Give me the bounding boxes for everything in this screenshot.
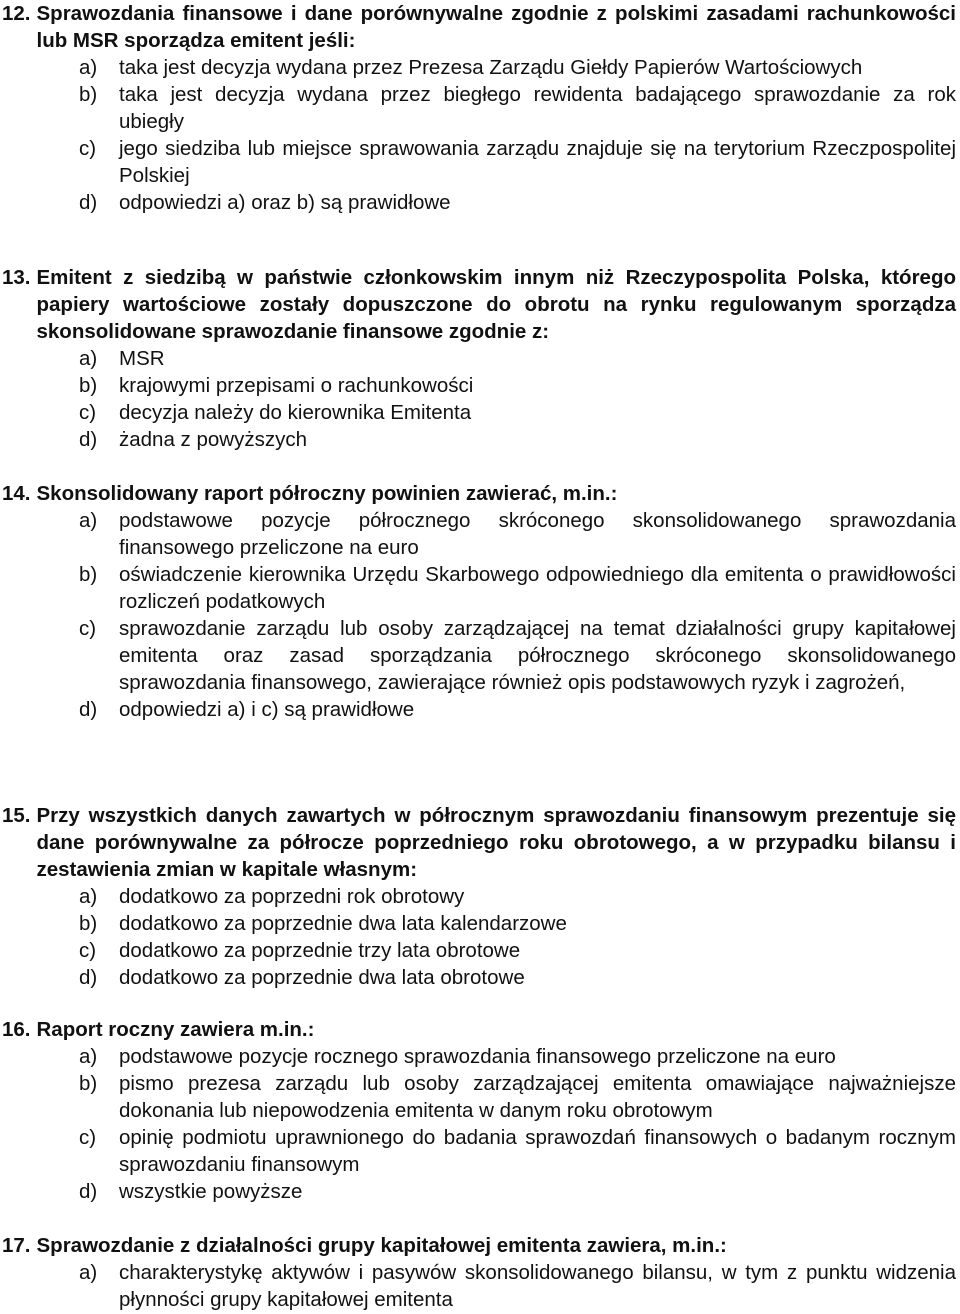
question-number: 16.: [2, 1018, 31, 1041]
question-13: [2, 264, 956, 453]
answer-text: dodatkowo za poprzednie trzy lata obrotowe: [119, 939, 521, 962]
answer-c: [2, 399, 956, 426]
question-number: 14.: [2, 482, 31, 505]
question-number: 12.: [2, 2, 31, 25]
answer-letter: a): [79, 56, 98, 79]
answer-c: [2, 937, 956, 964]
answer-letter: c): [79, 617, 97, 640]
answer-text: opinię podmiotu uprawnionego do badania sprawozdań finansowych o badanym rocznym sprawozdaniu finansowym: [119, 1126, 956, 1176]
answer-text: odpowiedzi a) i c) są prawidłowe: [119, 698, 415, 721]
question-text: Sprawozdania finansowe i dane porównywalne zgodnie z polskimi zasadami rachunkowości lub MSR sporządza emitent jeśli:: [36, 2, 956, 52]
question-number: 17.: [2, 1234, 31, 1257]
answer-d: [2, 696, 956, 723]
question-header: [2, 802, 956, 883]
answer-text: podstawowe pozycje półrocznego skróconego skonsolidowanego sprawozdania finansowego przeliczone na euro: [119, 509, 956, 559]
answer-c: [2, 615, 956, 696]
answer-text: MSR: [119, 347, 165, 370]
answer-letter: a): [79, 509, 98, 532]
answer-a: [2, 345, 956, 372]
answer-letter: a): [79, 885, 98, 908]
answer-text: taka jest decyzja wydana przez biegłego rewidenta badającego sprawozdanie za rok ubiegły: [119, 83, 956, 133]
question-15: [2, 802, 956, 991]
answer-d: [2, 964, 956, 991]
answer-text: sprawozdanie zarządu lub osoby zarządzającej na temat działalności grupy kapitałowej emitenta oraz zasad sporządzania półrocznego skróconego skonsolidowanego sprawozdania finansowego, zawierające również opis podstawowych ryzyk i zagrożeń,: [119, 617, 956, 694]
question-14: [2, 480, 956, 723]
answer-letter: c): [79, 401, 97, 424]
answer-letter: d): [79, 428, 98, 451]
question-header: [2, 480, 956, 507]
answer-letter: d): [79, 191, 98, 214]
answer-b: [2, 561, 956, 615]
answer-d: [2, 189, 956, 216]
question-text: Skonsolidowany raport półroczny powinien zawierać, m.in.:: [36, 482, 618, 505]
answer-text: taka jest decyzja wydana przez Prezesa Zarządu Giełdy Papierów Wartościowych: [119, 56, 863, 79]
answer-text: żadna z powyższych: [119, 428, 308, 451]
answer-d: [2, 1178, 956, 1205]
question-17: [2, 1232, 956, 1313]
question-number: 13.: [2, 266, 31, 289]
question-header: [2, 1232, 956, 1259]
answer-text: dodatkowo za poprzedni rok obrotowy: [119, 885, 465, 908]
question-12: [2, 0, 956, 216]
answer-text: decyzja należy do kierownika Emitenta: [119, 401, 472, 424]
answer-c: [2, 135, 956, 189]
answer-letter: d): [79, 698, 98, 721]
question-text: Emitent z siedzibą w państwie członkowskim innym niż Rzeczypospolita Polska, którego papiery wartościowe zostały dopuszczone do obrotu na rynku regulowanym sporządza skonsolidowane sprawozdanie finansowe zgodnie z:: [36, 266, 956, 343]
answer-letter: d): [79, 966, 98, 989]
answer-text: dodatkowo za poprzednie dwa lata obrotowe: [119, 966, 525, 989]
answer-b: [2, 1070, 956, 1124]
answer-letter: c): [79, 1126, 97, 1149]
answer-a: [2, 1259, 956, 1313]
answer-letter: c): [79, 137, 97, 160]
question-text: Raport roczny zawiera m.in.:: [36, 1018, 315, 1041]
answer-text: odpowiedzi a) oraz b) są prawidłowe: [119, 191, 451, 214]
answer-letter: a): [79, 1045, 98, 1068]
question-header: [2, 264, 956, 345]
answer-text: jego siedziba lub miejsce sprawowania zarządu znajduje się na terytorium Rzeczpospolitej Polskiej: [119, 137, 956, 187]
answer-letter: b): [79, 374, 98, 397]
answer-a: [2, 54, 956, 81]
answer-text: charakterystykę aktywów i pasywów skonsolidowanego bilansu, w tym z punktu widzenia płynności grupy kapitałowej emitenta: [119, 1261, 956, 1311]
answer-letter: c): [79, 939, 97, 962]
answer-text: podstawowe pozycje rocznego sprawozdania finansowego przeliczone na euro: [119, 1045, 836, 1068]
question-16: [2, 1016, 956, 1205]
answer-letter: b): [79, 1072, 98, 1095]
answer-text: oświadczenie kierownika Urzędu Skarbowego odpowiedniego dla emitenta o prawidłowości rozliczeń podatkowych: [119, 563, 956, 613]
answer-letter: a): [79, 1261, 98, 1284]
answer-c: [2, 1124, 956, 1178]
answer-b: [2, 910, 956, 937]
answer-letter: a): [79, 347, 98, 370]
question-header: [2, 1016, 956, 1043]
question-header: [2, 0, 956, 54]
answer-a: [2, 1043, 956, 1070]
answer-b: [2, 372, 956, 399]
answer-d: [2, 426, 956, 453]
answer-letter: d): [79, 1180, 98, 1203]
question-number: 15.: [2, 804, 31, 827]
question-text: Sprawozdanie z działalności grupy kapitałowej emitenta zawiera, m.in.:: [36, 1234, 727, 1257]
answer-text: dodatkowo za poprzednie dwa lata kalendarzowe: [119, 912, 567, 935]
answer-text: pismo prezesa zarządu lub osoby zarządzającej emitenta omawiające najważniejsze dokonania lub niepowodzenia emitenta w danym roku obrotowym: [119, 1072, 956, 1122]
answer-text: krajowymi przepisami o rachunkowości: [119, 374, 474, 397]
answer-letter: b): [79, 83, 98, 106]
answer-letter: b): [79, 912, 98, 935]
answer-letter: b): [79, 563, 98, 586]
answer-b: [2, 81, 956, 135]
question-text: Przy wszystkich danych zawartych w półrocznym sprawozdaniu finansowym prezentuje się dane porównywalne za półrocze poprzedniego roku obrotowego, a w przypadku bilansu i zestawienia zmian w kapitale własnym:: [36, 804, 956, 881]
answer-text: wszystkie powyższe: [119, 1180, 303, 1203]
answer-a: [2, 507, 956, 561]
answer-a: [2, 883, 956, 910]
